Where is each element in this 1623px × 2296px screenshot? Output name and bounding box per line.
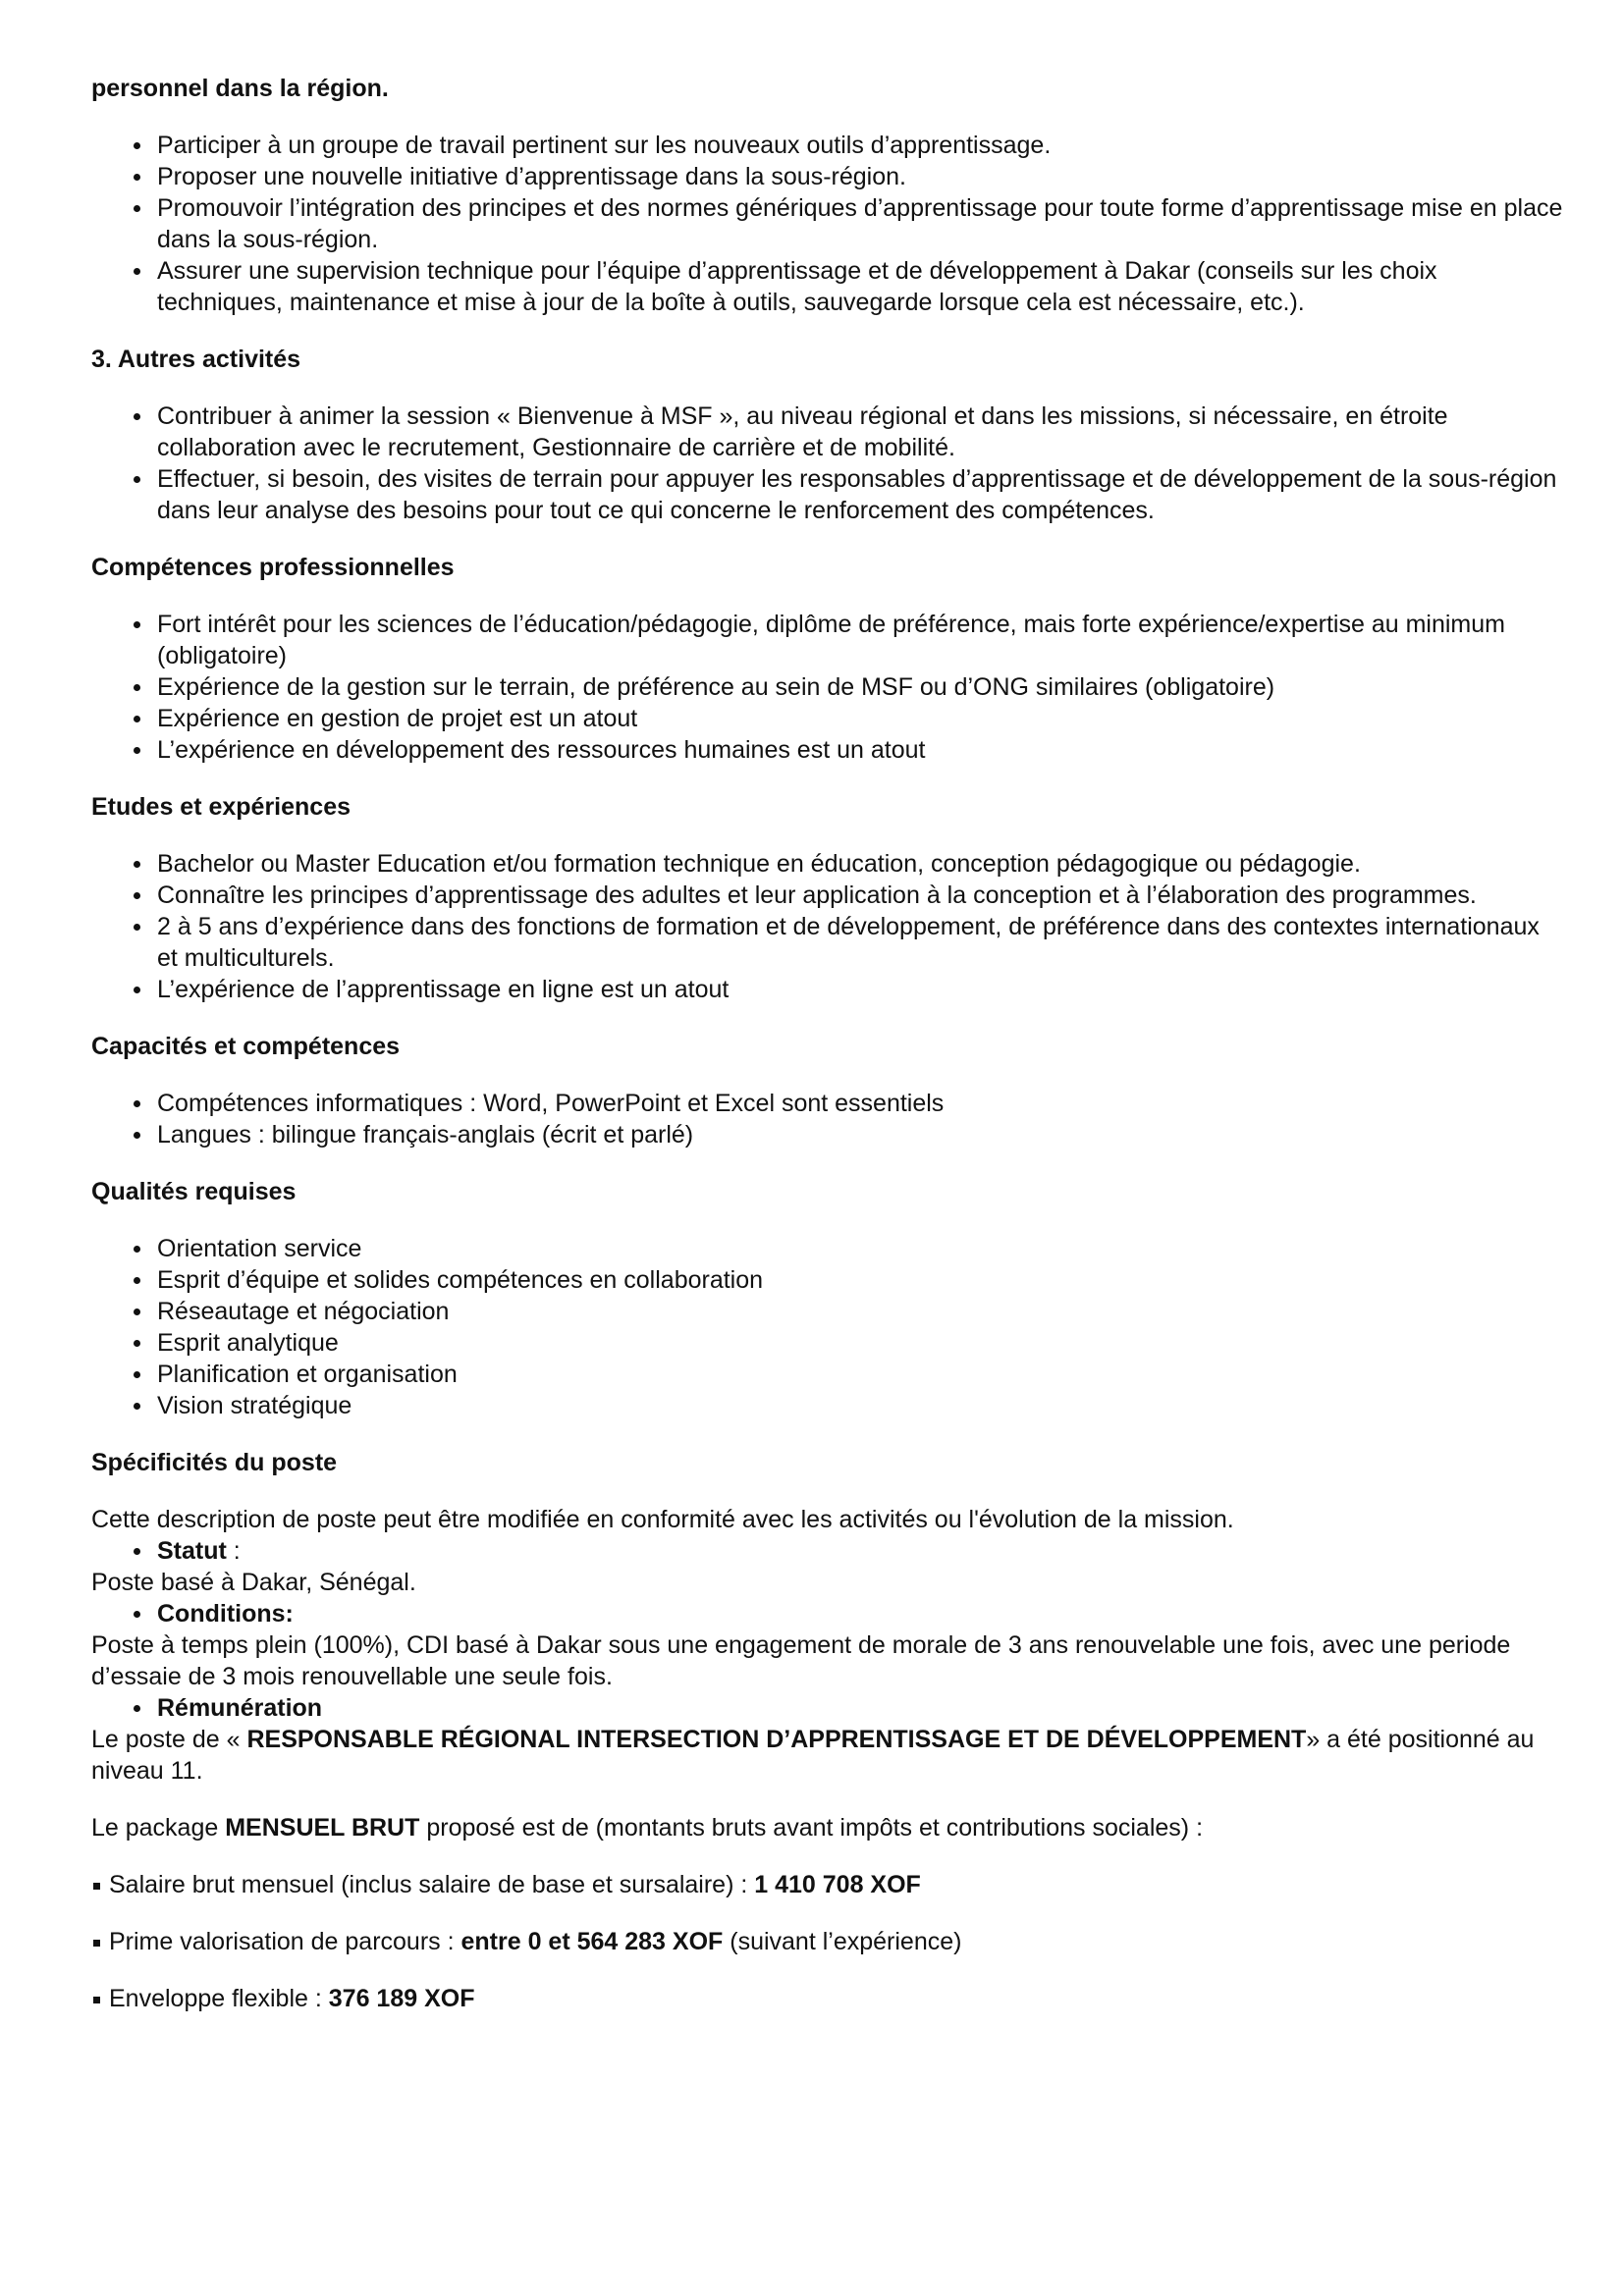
etudes-bullet-list [91, 848, 1564, 1005]
enveloppe-label: Enveloppe flexible : [109, 1985, 329, 2012]
poste-prefix: Le poste de « [91, 1726, 247, 1753]
prime-value: entre 0 et 564 283 XOF [460, 1928, 724, 1955]
list-item: L’expérience de l’apprentissage en ligne est un atout [157, 974, 1564, 1005]
list-item: Bachelor ou Master Education et/ou formation technique en éducation, conception pédagogique ou pédagogie. [157, 848, 1564, 880]
remuneration-bullet [91, 1692, 1564, 1724]
list-item: Planification et organisation [157, 1359, 1564, 1390]
intro-line: personnel dans la région. [91, 75, 389, 102]
list-item: L’expérience en développement des ressources humaines est un atout [157, 734, 1564, 766]
statut-label: Statut [157, 1537, 227, 1565]
prime-line [91, 1926, 1564, 1957]
package-suffix: proposé est de (montants bruts avant impôts et contributions sociales) : [419, 1814, 1204, 1842]
list-item: 2 à 5 ans d’expérience dans des fonctions de formation et de développement, de préférence dans des contextes internationaux et multiculturels. [157, 911, 1564, 974]
poste-suffix: » a été positionné au niveau 11. [91, 1726, 1535, 1785]
conditions-bullet [91, 1598, 1564, 1629]
list-item: Promouvoir l’intégration des principes et des normes génériques d’apprentissage pour toute forme d’apprentissage mise en place dans la sous-région. [157, 194, 1563, 253]
section-title-qualites: Qualités requises [91, 1178, 297, 1205]
list-item: Esprit d’équipe et solides compétences en collaboration [157, 1264, 1564, 1296]
section-title-etudes: Etudes et expériences [91, 793, 352, 821]
package-prefix: Le package [91, 1814, 226, 1842]
prime-suffix: (suivant l’expérience) [723, 1928, 962, 1955]
enveloppe-line [91, 1983, 1564, 2014]
package-paragraph [91, 1812, 1564, 1843]
intro-bullet-list [91, 130, 1564, 318]
square-bullet-icon [93, 1940, 100, 1947]
list-item: Orientation service [157, 1233, 1564, 1264]
list-item: Vision stratégique [157, 1390, 1564, 1421]
list-item: Proposer une nouvelle initiative d’apprentissage dans la sous-région. [157, 161, 1564, 192]
specificites-intro: Cette description de poste peut être modifiée en conformité avec les activités ou l'évolution de la mission. [91, 1506, 1234, 1533]
conditions-label: Conditions: [157, 1600, 294, 1628]
poste-title: RESPONSABLE RÉGIONAL INTERSECTION D’APPRENTISSAGE ET DE DÉVELOPPEMENT [246, 1726, 1307, 1753]
package-bold: MENSUEL BRUT [225, 1814, 420, 1842]
list-item: Expérience en gestion de projet est un atout [157, 703, 1564, 734]
list-item: Assurer une supervision technique pour l’équipe d’apprentissage et de développement à Dakar (conseils sur les choix techniques, maintenance et mise à jour de la boîte à outils, sauvegarde lorsque cela est nécessaire, etc.). [157, 255, 1564, 318]
list-item: Esprit analytique [157, 1327, 1564, 1359]
competences-pro-bullet-list [91, 609, 1564, 766]
list-item: Connaître les principes d’apprentissage des adultes et leur application à la conception et à l’élaboration des programmes. [157, 880, 1564, 911]
remuneration-label: Rémunération [157, 1694, 323, 1722]
statut-suffix: : [226, 1537, 241, 1565]
list-item: Contribuer à animer la session « Bienvenue à MSF », au niveau régional et dans les missions, si nécessaire, en étroite collaboration avec le recrutement, Gestionnaire de carrière et de mobilité. [157, 400, 1564, 463]
list-item: Réseautage et négociation [157, 1296, 1564, 1327]
salaire-value: 1 410 708 XOF [754, 1871, 921, 1898]
section-title-competences-pro: Compétences professionnelles [91, 554, 455, 581]
section-title-autres: 3. Autres activités [91, 346, 301, 373]
list-item: Expérience de la gestion sur le terrain, de préférence au sein de MSF ou d’ONG similaires (obligatoire) [157, 671, 1564, 703]
section-title-specificites: Spécificités du poste [91, 1449, 338, 1476]
square-bullet-icon [93, 1883, 100, 1890]
list-item: Langues : bilingue français-anglais (écrit et parlé) [157, 1119, 1564, 1150]
prime-label: Prime valorisation de parcours : [109, 1928, 461, 1955]
document-page [91, 73, 1564, 2014]
list-item: Participer à un groupe de travail pertinent sur les nouveaux outils d’apprentissage. [157, 130, 1564, 161]
statut-text: Poste basé à Dakar, Sénégal. [91, 1569, 416, 1596]
statut-bullet [91, 1535, 1564, 1567]
enveloppe-value: 376 189 XOF [328, 1985, 475, 2012]
salaire-line [91, 1869, 1564, 1900]
square-bullet-icon [93, 1997, 100, 2003]
list-item: Effectuer, si besoin, des visites de terrain pour appuyer les responsables d’apprentissage et de développement de la sous-région dans leur analyse des besoins pour tout ce qui concerne le renforcement des compétences. [157, 463, 1564, 526]
list-item [157, 1598, 1564, 1629]
list-item [157, 1692, 1564, 1724]
section-title-capacites: Capacités et compétences [91, 1033, 401, 1060]
capacites-bullet-list [91, 1088, 1564, 1150]
qualites-bullet-list [91, 1233, 1564, 1421]
list-item: Compétences informatiques : Word, PowerPoint et Excel sont essentiels [157, 1088, 1564, 1119]
poste-paragraph [91, 1724, 1564, 1787]
salaire-label: Salaire brut mensuel (inclus salaire de base et sursalaire) : [109, 1871, 755, 1898]
autres-bullet-list [91, 400, 1564, 526]
conditions-text: Poste à temps plein (100%), CDI basé à Dakar sous une engagement de morale de 3 ans renouvelable une fois, avec une periode d’essaie de 3 mois renouvellable une seule fois. [91, 1631, 1511, 1690]
list-item [157, 1535, 1564, 1567]
list-item: Fort intérêt pour les sciences de l’éducation/pédagogie, diplôme de préférence, mais forte expérience/expertise au minimum (obligatoire) [157, 609, 1564, 671]
